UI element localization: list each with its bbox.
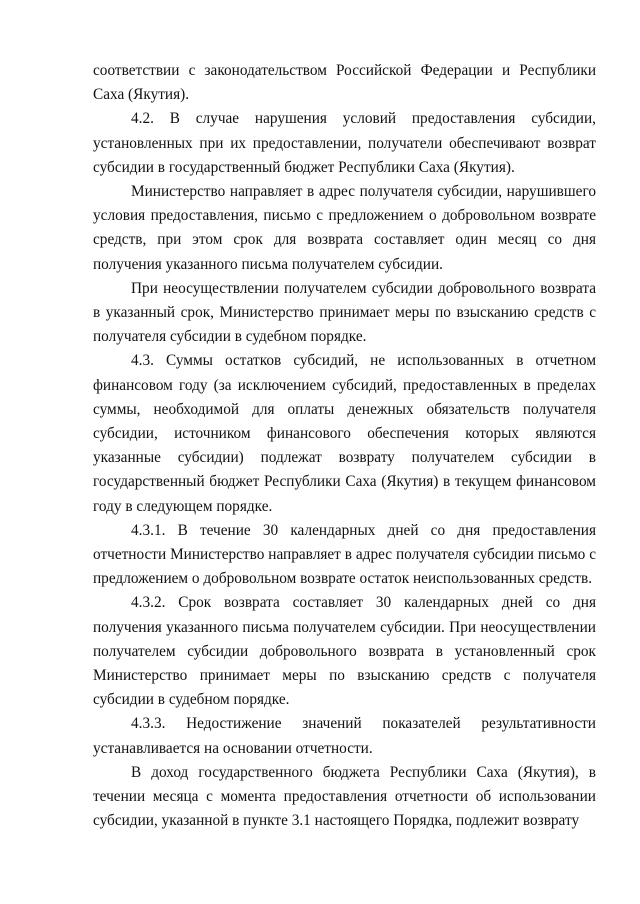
paragraph-4-3-1: 4.3.1. В течение 30 календарных дней со дня предоставления отчетности Министерство направляет в адрес получателя субсидии письмо с предложением о добровольном возврате остаток неиспользованных средств. [93, 521, 596, 588]
paragraph-4-2: 4.2. В случае нарушения условий предоставления субсидии, установленных при их предоставлении, получатели обеспечивают возврат субсидии в государственный бюджет Республики Саха (Якутия). [93, 110, 596, 176]
paragraph-continuation: соответствии с законодательством Российской Федерации и Республики Саха (Якутия). [93, 62, 596, 104]
paragraph-court-recovery: При неосуществлении получателем субсидии добровольного возврата в указанный срок, Министерство принимает меры по взысканию средств с получателя субсидии в судебном порядке. [93, 279, 596, 346]
paragraph-4-3-2: 4.3.2. Срок возврата составляет 30 календарных дней со дня получения указанного письма получателем субсидии. При неосуществлении получателем субсидии добровольного возврата в установленный срок Министерство принимает меры по взысканию средств с получателя субсидии в судебном порядке. [93, 594, 596, 709]
paragraph-budget-return: В доход государственного бюджета Республики Саха (Якутия), в течении месяца с момента предоставления отчетности об использовании субсидии, указанной в пункте 3.1 настоящего Порядка, подлежит возврату [93, 763, 596, 830]
document-body [93, 59, 596, 834]
paragraph-4-3: 4.3. Суммы остатков субсидий, не использованных в отчетном финансовом году (за исключением субсидий, предоставленных в пределах суммы, необходимой для оплаты денежных обязательств получателя субсидии, источником финансового обеспечения которых являются указанные субсидии) подлежат возврату получателем субсидии в государственный бюджет Республики Саха (Якутия) в текущем финансовом году в следующем порядке. [93, 352, 596, 515]
paragraph-4-3-3: 4.3.3. Недостижение значений показателей результативности устанавливается на основании отчетности. [93, 715, 596, 757]
paragraph-ministry-letter: Министерство направляет в адрес получателя субсидии, нарушившего условия предоставления, письмо с предложением о добровольном возврате средств, при этом срок для возврата составляет один месяц со дня получения указанного письма получателем субсидии. [93, 183, 596, 273]
